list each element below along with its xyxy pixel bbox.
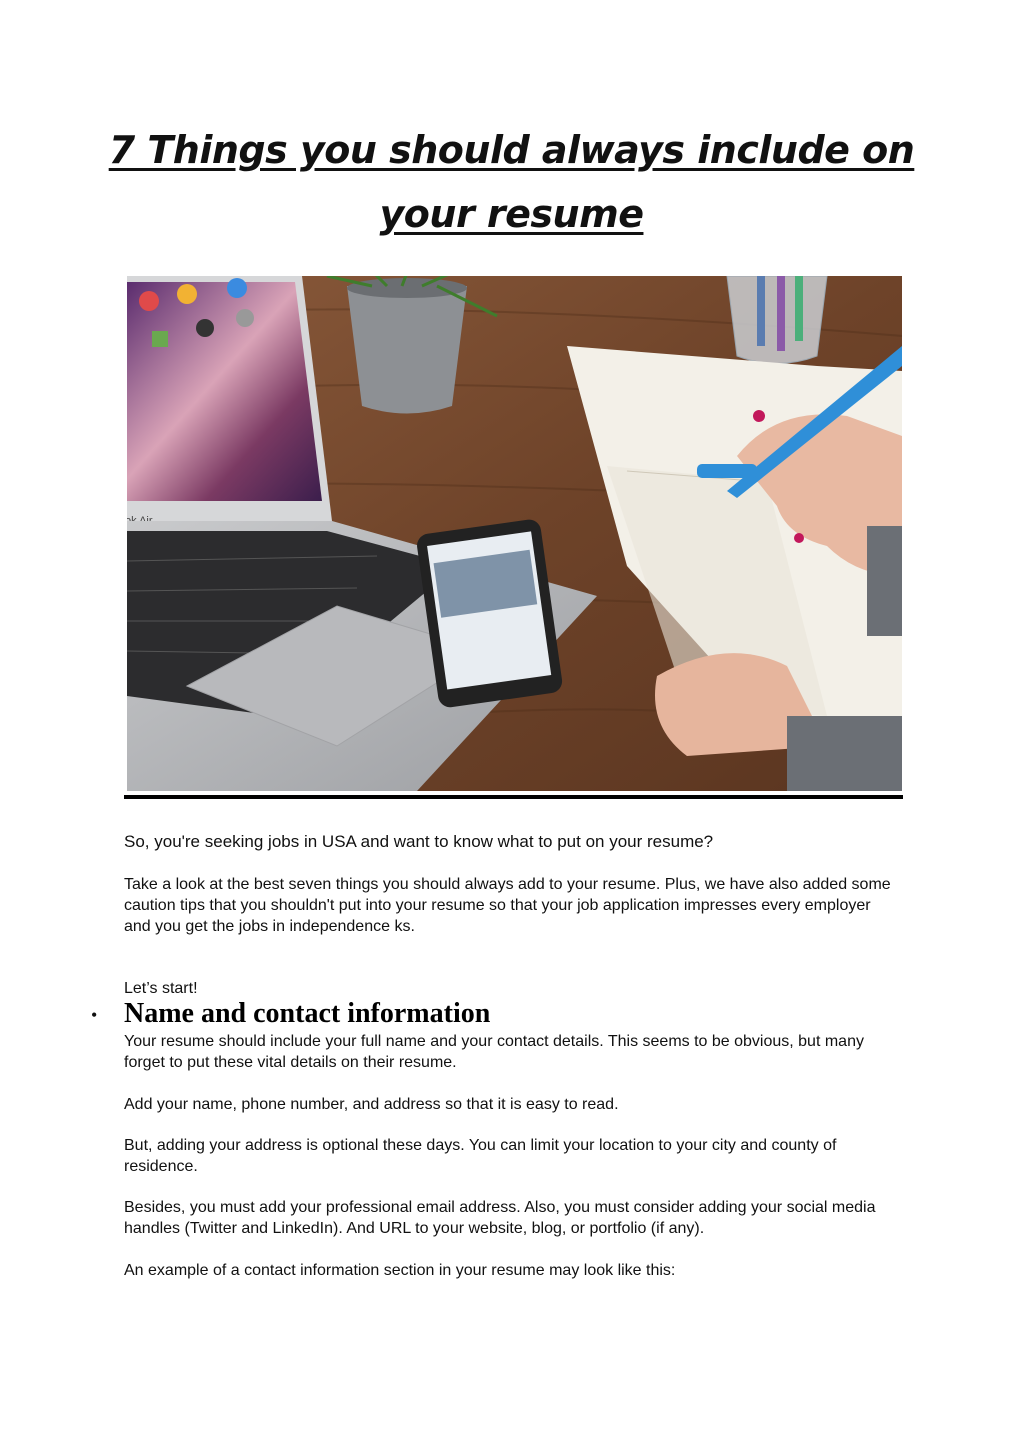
- intro-block: [124, 831, 899, 852]
- pen-cup: [727, 276, 827, 364]
- section-paragraph-2: Add your name, phone number, and address so that it is easy to read.: [124, 1096, 619, 1113]
- document-title: [0, 118, 1023, 246]
- section-paragraph-1-wrap: [124, 1031, 899, 1073]
- bullet-marker: •: [91, 1005, 98, 1025]
- sweater-sleeve: [867, 526, 902, 636]
- hero-photo: [127, 276, 902, 791]
- title-line-1: 7 Things you should always include on: [108, 128, 915, 172]
- section-paragraph-2-wrap: [124, 1094, 899, 1115]
- laptop-lid: [127, 276, 332, 527]
- intro-paragraph-3: Let’s start!: [124, 980, 198, 997]
- section-paragraph-3: But, adding your address is optional these days. You can limit your location to your city and county of residence.: [124, 1137, 837, 1175]
- section-paragraph-4: Besides, you must add your professional email address. Also, you must consider adding your social media handles (Twitter and LinkedIn). And URL to your website, blog, or portfolio (if any).: [124, 1199, 876, 1237]
- blue-marker-cap: [697, 464, 757, 478]
- intro-paragraph-2-wrap: [124, 874, 899, 937]
- title-line-2: your resume: [379, 192, 644, 236]
- sweater-sleeve-lower: [787, 716, 902, 791]
- section-paragraph-5-wrap: [124, 1260, 899, 1281]
- section-paragraph-4-wrap: [124, 1197, 899, 1239]
- section-paragraph-5: An example of a contact information section in your resume may look like this:: [124, 1262, 676, 1279]
- intro-paragraph-1: So, you're seeking jobs in USA and want to know what to put on your resume?: [124, 832, 714, 851]
- intro-paragraph-2: Take a look at the best seven things you should always add to your resume. Plus, we have also added some caution tips that you shouldn't put into your resume so that your job application impresses every employer and you get the jobs in independence ks.: [124, 876, 891, 935]
- section-divider: [124, 795, 903, 799]
- intro-paragraph-3-wrap: [124, 978, 899, 999]
- section-paragraph-1: Your resume should include your full name and your contact details. This seems to be obvious, but many forget to put these vital details on their resume.: [124, 1033, 864, 1071]
- section-paragraph-3-wrap: [124, 1135, 899, 1177]
- smartphone: [415, 518, 563, 709]
- section-heading: Name and contact information: [124, 998, 491, 1029]
